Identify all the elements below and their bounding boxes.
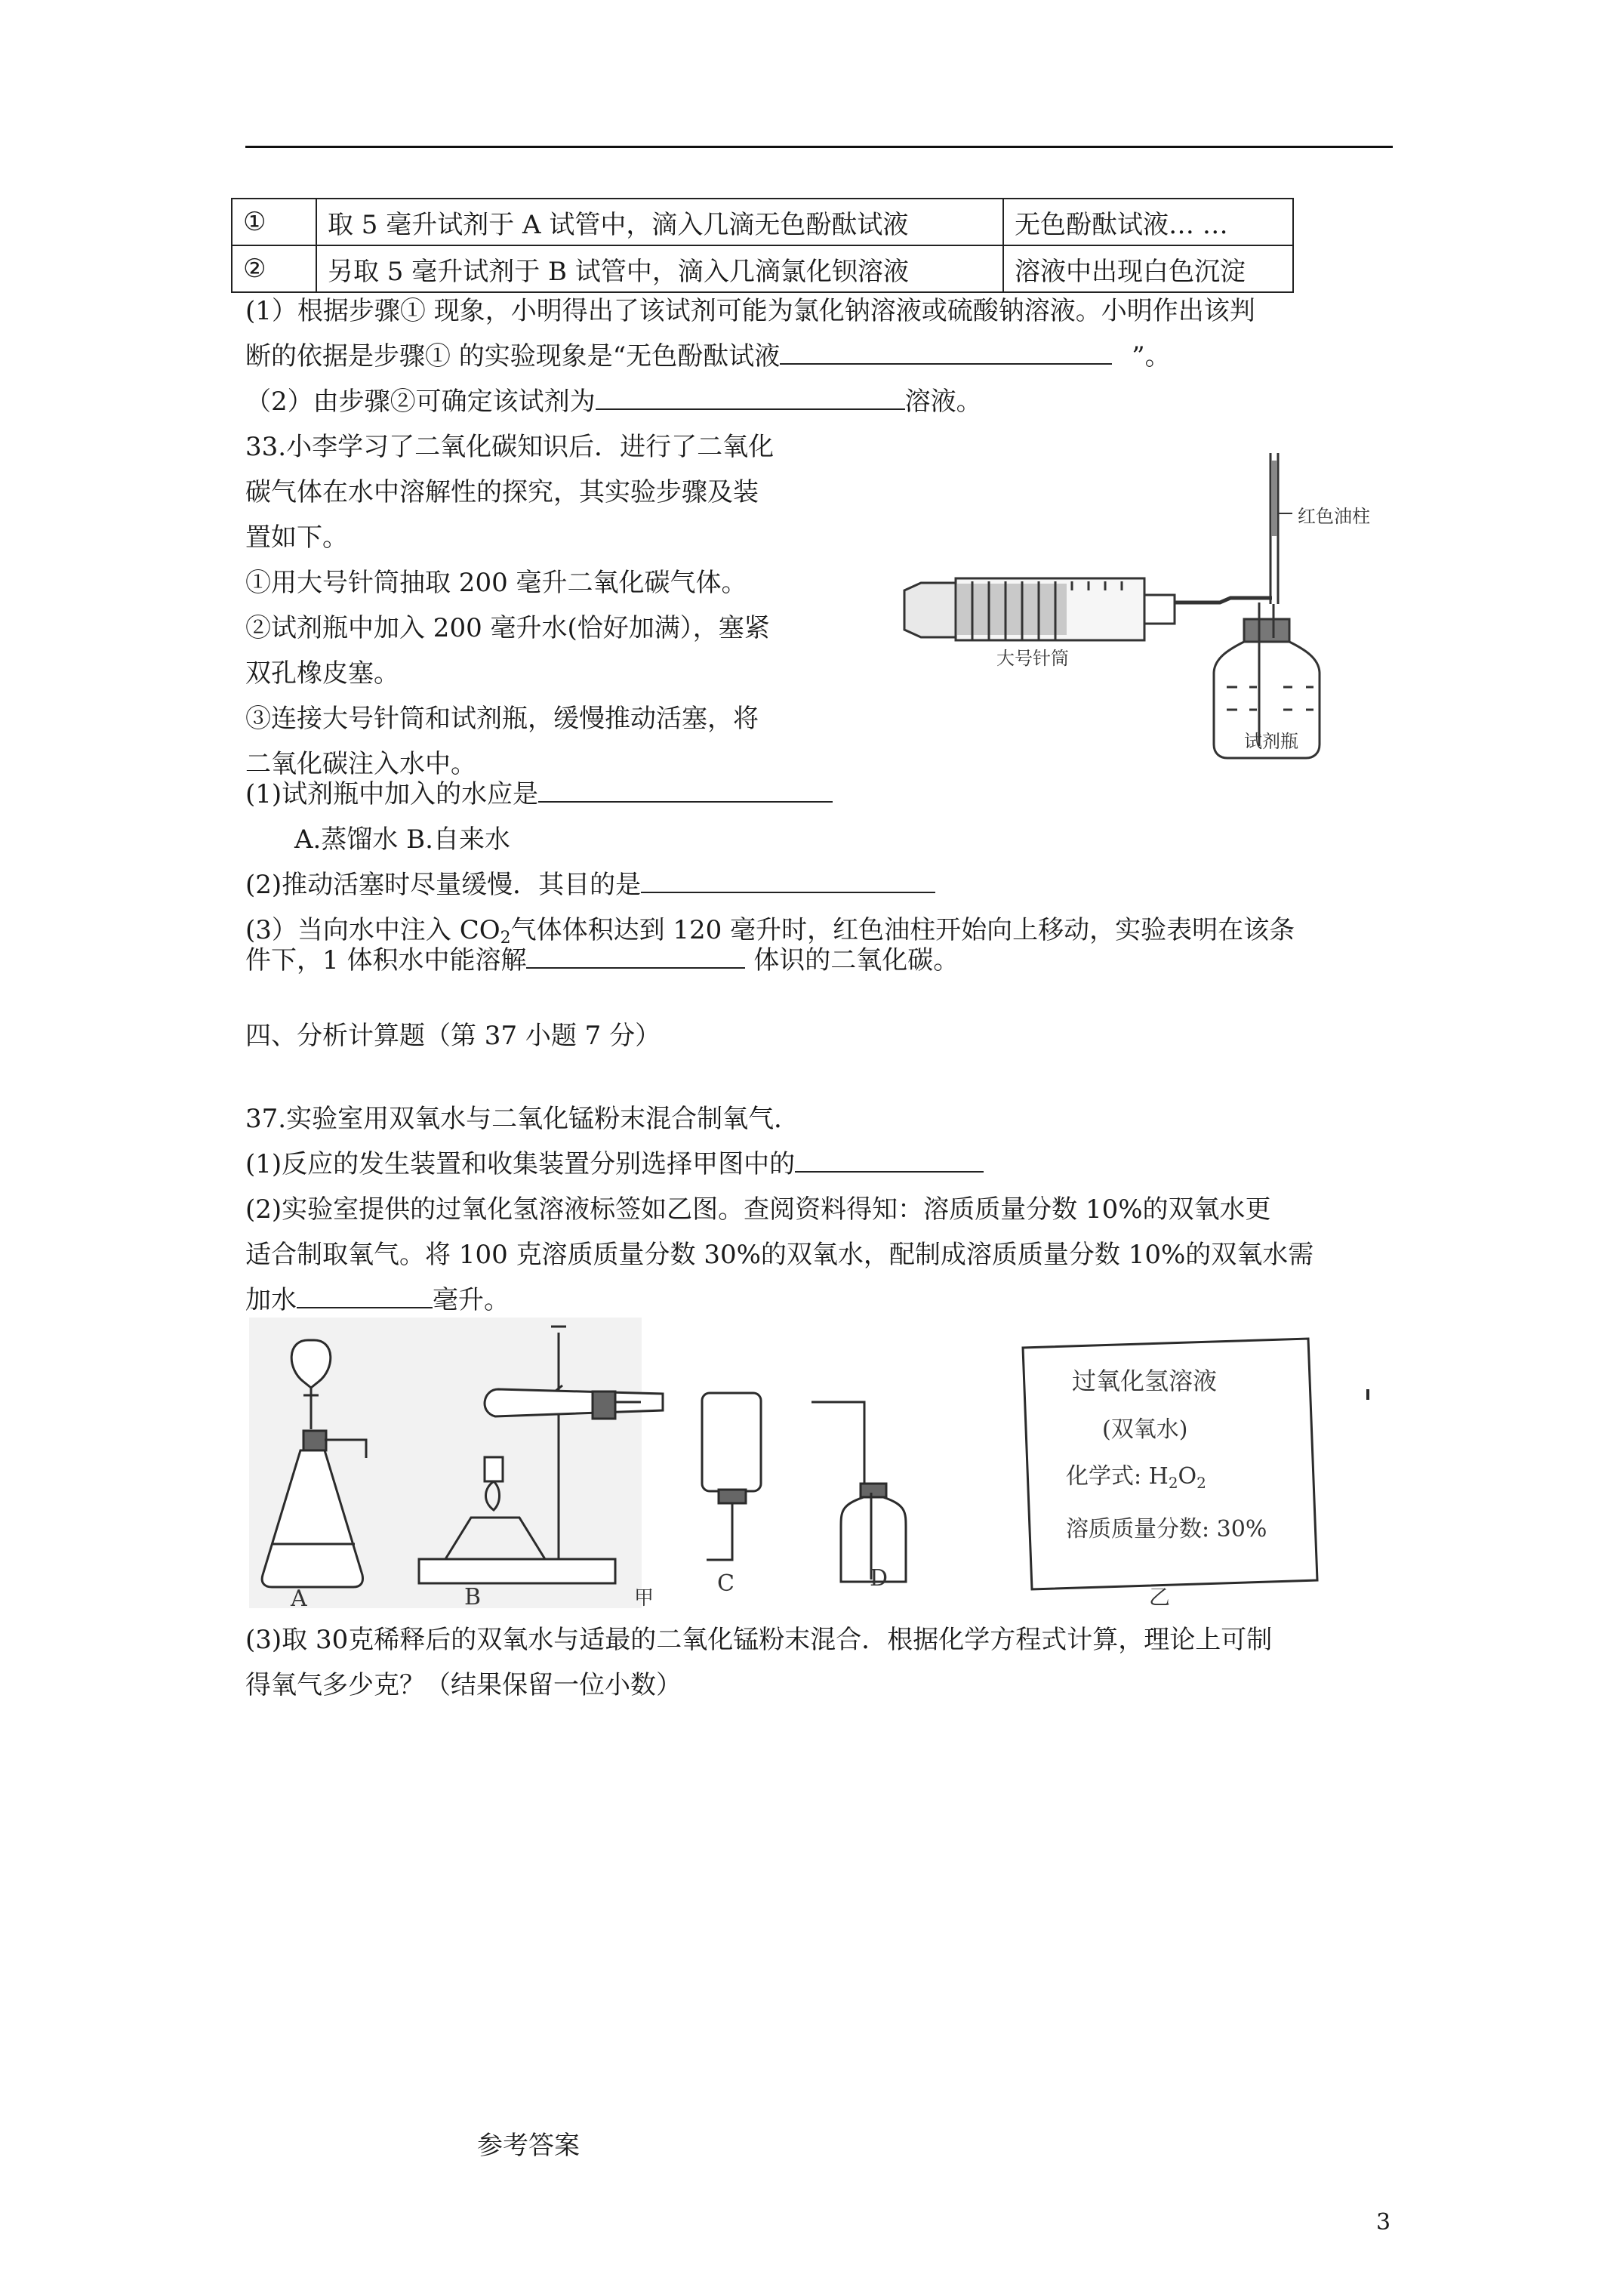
bottle-label: 试剂瓶 [1244, 731, 1298, 752]
q33-step1: ①用大号针筒抽取 200 毫升二氧化碳气体。 [245, 568, 747, 598]
q37-question2-text: 加水 [245, 1285, 297, 1315]
q32-part1-line1: (1）根据步骤① 现象，小明得出了该试剂可能为氯化钠溶液或硫酸钠溶液。小明作出该判 [245, 296, 1255, 326]
q33-question3-line2 [245, 942, 959, 978]
reagent-label-concentration: 溶质质量分数: 30% [1066, 1516, 1267, 1542]
page-number: 3 [1376, 2209, 1391, 2236]
label-B: B [464, 1584, 482, 1610]
q33-intro-line2: 碳气体在水中溶解性的探究，其实验步骤及装 [245, 477, 759, 507]
table-row [232, 199, 1293, 245]
answer-blank[interactable] [596, 386, 905, 410]
q32-part2-end: 溶液。 [904, 387, 982, 417]
q33-question1-options: A.蒸馏水 B.自来水 [294, 824, 510, 855]
q32-part1-line2 [245, 338, 1171, 374]
q32-part2 [245, 384, 982, 420]
header-rule [245, 146, 1393, 148]
section-heading: 四、分析计算题（第 37 小题 7 分） [245, 1021, 661, 1051]
q37-question2-line2: 适合制取氧气。将 100 克溶质质量分数 30%的双氧水，配制成溶质质量分数 10%的双氧水需 [245, 1240, 1314, 1270]
answer-blank[interactable] [538, 778, 833, 803]
q37-question3-line1: (3)取 30克稀释后的双氧水与适最的二氧化锰粉末混合．根据化学方程式计算，理论上可制 [245, 1625, 1273, 1655]
answer-blank[interactable] [641, 869, 935, 893]
q37-intro: 37.实验室用双氧水与二氧化锰粉末混合制氧气． [245, 1104, 800, 1134]
step-number: ② [232, 245, 316, 292]
apparatus-D [812, 1402, 906, 1582]
answer-blank[interactable] [780, 341, 1112, 365]
label-D: D [870, 1565, 888, 1592]
q33-question3-text-cont: 气体体积达到 120 毫升时，红色油柱开始向上移动，实验表明在该条 [510, 915, 1295, 945]
figure-caption-jia: 甲 [634, 1587, 654, 1610]
step-operation: 取 5 毫升试剂于 A 试管中，滴入几滴无色酚酞试液 [316, 199, 1003, 245]
q37-question1 [245, 1146, 984, 1182]
q33-step2-line2: 双孔橡皮塞。 [245, 658, 399, 689]
q37-question2-line3 [245, 1282, 510, 1318]
answer-blank[interactable] [297, 1284, 433, 1308]
q32-part1-end: ”。 [1132, 341, 1171, 371]
oil-column-label: 红色油柱 [1298, 506, 1370, 527]
apparatus-C [702, 1393, 761, 1560]
q33-question3-text2: 件下，1 体积水中能溶解 [245, 945, 527, 975]
step-number: ① [232, 199, 316, 245]
q33-intro-line3: 置如下。 [245, 522, 348, 553]
co2-subscript: 2 [500, 929, 511, 948]
q33-step2-line1: ②试剂瓶中加入 200 毫升水(恰好加满），塞紧 [245, 613, 770, 643]
q33-question1 [245, 776, 833, 812]
q37-question1-text: (1)反应的发生装置和收集装置分别选择甲图中的 [245, 1149, 796, 1179]
answer-blank[interactable] [526, 945, 745, 969]
syringe-label: 大号针筒 [996, 648, 1069, 669]
q37-question3-line2: 得氧气多少克？（结果保留一位小数） [245, 1670, 682, 1700]
q33-intro-line1: 33.小李学习了二氧化碳知识后．进行了二氧化 [245, 432, 775, 462]
table-row [232, 245, 1293, 292]
q33-question3-end: 体识的二氧化碳。 [745, 945, 959, 975]
label-C: C [717, 1570, 735, 1597]
q37-question2-end: 毫升。 [433, 1285, 510, 1315]
figure-caption-yi: 乙 [1149, 1585, 1171, 1610]
apparatus-figure [249, 1318, 1397, 1616]
step-result: 无色酚酞试液… … [1003, 199, 1293, 245]
step-result: 溶液中出现白色沉淀 [1003, 245, 1293, 292]
reagent-label-formula: 化学式: $H_2O_2$ [1066, 1463, 1206, 1492]
syringe-bottle-figure [883, 438, 1370, 763]
answer-heading: 参考答案 [477, 2131, 580, 2161]
q33-step3-line2: 二氧化碳注入水中。 [245, 749, 476, 779]
step-operation: 另取 5 毫升试剂于 B 试管中，滴入几滴氯化钡溶液 [316, 245, 1003, 292]
q32-part1-text: 断的依据是步骤① 的实验现象是“无色酚酞试液 [245, 341, 781, 371]
reagent-label-title: 过氧化氢溶液 [1072, 1367, 1218, 1395]
q32-part2-text: （2）由步骤②可确定该试剂为 [245, 387, 596, 417]
answer-blank[interactable] [795, 1148, 984, 1173]
label-A: A [291, 1586, 307, 1612]
q33-question2-text: (2)推动活塞时尽量缓慢．其目的是 [245, 870, 642, 900]
q33-question1-text: (1)试剂瓶中加入的水应是 [245, 779, 539, 809]
q33-step3-line1: ③连接大号针筒和试剂瓶，缓慢推动活塞，将 [245, 704, 759, 734]
q37-question2-line1: (2)实验室提供的过氧化氢溶液标签如乙图。查阅资料得知：溶质质量分数 10%的双氧水更 [245, 1194, 1271, 1225]
q33-question2 [245, 867, 935, 903]
q33-question3-text: (3）当向水中注入 CO [245, 915, 500, 945]
experiment-steps-table [231, 198, 1294, 293]
reagent-label-subtitle: (双氧水) [1102, 1416, 1188, 1443]
